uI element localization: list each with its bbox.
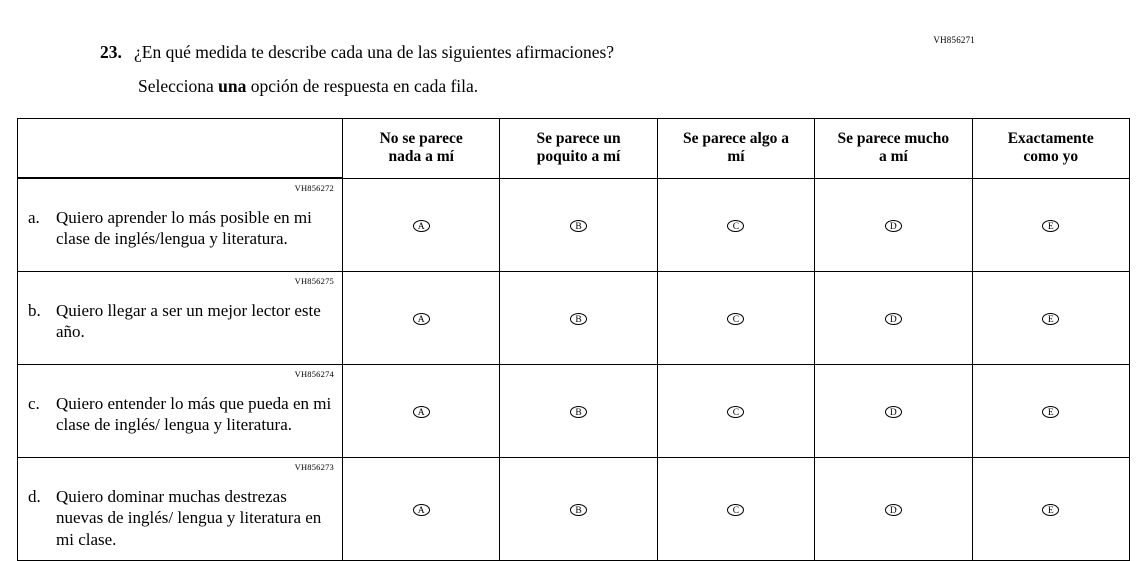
radio-bubble-b[interactable]: B xyxy=(570,406,587,418)
question-header xyxy=(100,42,1000,97)
row-text: Quiero aprender lo más posible en mi clase de inglés/lengua y literatura. xyxy=(56,208,312,249)
table-row xyxy=(18,458,1130,561)
response-cell[interactable] xyxy=(657,458,814,561)
table-row xyxy=(18,178,1130,272)
matrix-body xyxy=(18,178,1130,560)
radio-bubble-b[interactable]: B xyxy=(570,220,587,232)
question-instruction xyxy=(138,76,1000,97)
row-letter: c. xyxy=(28,394,40,413)
radio-bubble-c[interactable]: C xyxy=(727,313,744,325)
column-header-4-line2: como yo xyxy=(1023,148,1079,166)
row-item-code: VH856272 xyxy=(294,183,334,193)
row-stem xyxy=(18,272,343,365)
response-cell[interactable] xyxy=(500,365,657,458)
radio-bubble-a[interactable]: A xyxy=(413,220,430,232)
row-item-code: VH856273 xyxy=(294,462,334,472)
row-letter: b. xyxy=(28,301,41,320)
response-cell[interactable] xyxy=(815,272,972,365)
table-row xyxy=(18,272,1130,365)
radio-bubble-d[interactable]: D xyxy=(885,406,902,418)
radio-bubble-a[interactable]: A xyxy=(413,313,430,325)
response-cell[interactable] xyxy=(972,365,1129,458)
response-cell[interactable] xyxy=(815,458,972,561)
response-cell[interactable] xyxy=(815,178,972,272)
radio-bubble-d[interactable]: D xyxy=(885,313,902,325)
column-header-2-line1: Se parece algo a xyxy=(682,130,789,148)
question-number: 23. xyxy=(100,42,122,62)
column-header-1 xyxy=(500,119,657,179)
question-item-code: VH856271 xyxy=(933,35,975,45)
response-cell[interactable] xyxy=(657,365,814,458)
row-stem-inner xyxy=(28,486,332,550)
header-corner xyxy=(18,119,343,179)
radio-bubble-b[interactable]: B xyxy=(570,504,587,516)
matrix-table xyxy=(17,118,1130,561)
row-letter: d. xyxy=(28,487,41,506)
radio-bubble-e[interactable]: E xyxy=(1042,313,1059,325)
radio-bubble-b[interactable]: B xyxy=(570,313,587,325)
column-header-2 xyxy=(657,119,814,179)
column-header-1-line2: poquito a mí xyxy=(536,148,621,166)
row-stem-inner xyxy=(28,393,332,436)
row-stem-inner xyxy=(28,207,332,250)
column-header-4-line1: Exactamente xyxy=(1007,130,1094,148)
radio-bubble-c[interactable]: C xyxy=(727,504,744,516)
matrix-header xyxy=(18,119,1130,179)
response-cell[interactable] xyxy=(500,458,657,561)
row-item-code: VH856274 xyxy=(294,369,334,379)
header-row xyxy=(18,119,1130,179)
row-item-code: VH856275 xyxy=(294,276,334,286)
row-stem xyxy=(18,458,343,561)
column-header-0 xyxy=(343,119,500,179)
table-row xyxy=(18,365,1130,458)
response-matrix xyxy=(17,118,1129,561)
row-text: Quiero llegar a ser un mejor lector este año. xyxy=(56,301,321,342)
response-cell[interactable] xyxy=(657,178,814,272)
radio-bubble-c[interactable]: C xyxy=(727,406,744,418)
response-cell[interactable] xyxy=(972,178,1129,272)
column-header-3-line1: Se parece mucho xyxy=(837,130,950,148)
response-cell[interactable] xyxy=(343,365,500,458)
column-header-4 xyxy=(972,119,1129,179)
radio-bubble-a[interactable]: A xyxy=(413,504,430,516)
row-stem xyxy=(18,365,343,458)
column-header-0-line2: nada a mí xyxy=(388,148,454,166)
response-cell[interactable] xyxy=(500,272,657,365)
response-cell[interactable] xyxy=(343,458,500,561)
row-stem xyxy=(18,178,343,272)
response-cell[interactable] xyxy=(657,272,814,365)
question-text: ¿En qué medida te describe cada una de las siguientes afirmaciones? xyxy=(134,42,615,62)
response-cell[interactable] xyxy=(343,178,500,272)
radio-bubble-e[interactable]: E xyxy=(1042,504,1059,516)
response-cell[interactable] xyxy=(972,458,1129,561)
response-cell[interactable] xyxy=(343,272,500,365)
radio-bubble-d[interactable]: D xyxy=(885,220,902,232)
response-cell[interactable] xyxy=(500,178,657,272)
column-header-3-line2: a mí xyxy=(878,148,908,166)
column-header-2-line2: mí xyxy=(727,148,745,166)
instruction-suffix: opción de respuesta en cada fila. xyxy=(246,75,479,96)
response-cell[interactable] xyxy=(972,272,1129,365)
row-stem-inner xyxy=(28,300,332,343)
radio-bubble-c[interactable]: C xyxy=(727,220,744,232)
column-header-1-line1: Se parece un xyxy=(536,130,621,148)
instruction-prefix: Selecciona xyxy=(138,75,219,96)
radio-bubble-d[interactable]: D xyxy=(885,504,902,516)
question-prompt-line xyxy=(100,42,1000,64)
row-text: Quiero entender lo más que pueda en mi clase de inglés/ lengua y literatura. xyxy=(56,394,332,435)
row-letter: a. xyxy=(28,208,40,227)
radio-bubble-a[interactable]: A xyxy=(413,406,430,418)
row-text: Quiero dominar muchas destrezas nuevas de inglés/ lengua y literatura en mi clase. xyxy=(56,487,322,549)
response-cell[interactable] xyxy=(815,365,972,458)
column-header-0-line1: No se parece xyxy=(379,130,463,148)
radio-bubble-e[interactable]: E xyxy=(1042,220,1059,232)
instruction-emphasis: una xyxy=(218,75,247,96)
column-header-3 xyxy=(815,119,972,179)
radio-bubble-e[interactable]: E xyxy=(1042,406,1059,418)
